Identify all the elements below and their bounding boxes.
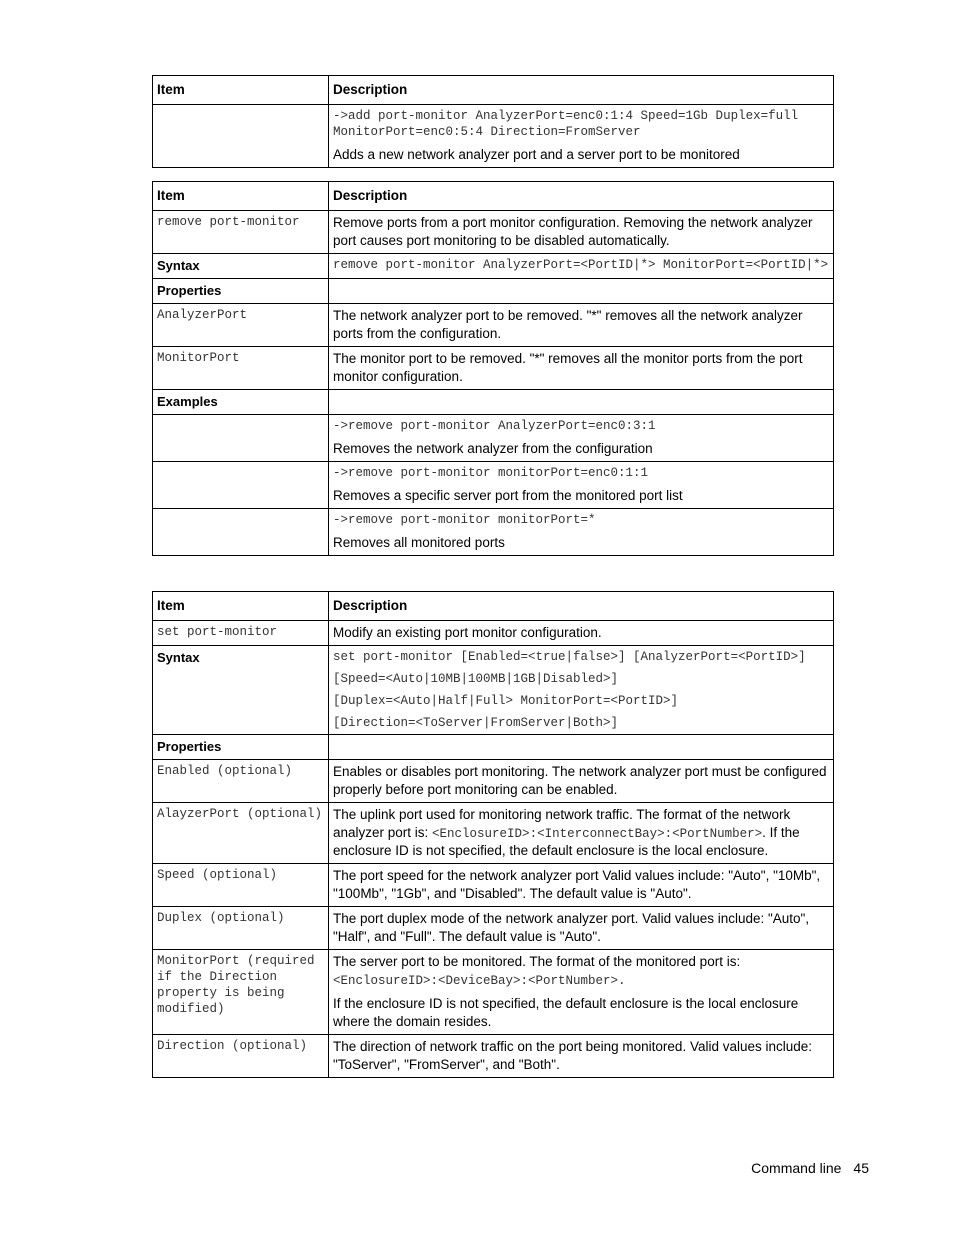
table-row <box>153 105 834 168</box>
syntax-line: [Speed=<Auto|10MB|100MB|1GB|Disabled>] <box>333 672 619 686</box>
example-description: Removes the network analyzer from the configuration <box>333 441 653 456</box>
property-name: AnalyzerPort <box>153 304 329 347</box>
format-code: <EnclosureID>:<DeviceBay>:<PortNumber> <box>333 974 619 988</box>
properties-label: Properties <box>153 735 329 760</box>
example-command: ->remove port-monitor AnalyzerPort=enc0:3:1 <box>333 419 656 433</box>
page-number: 45 <box>853 1160 869 1176</box>
table-row <box>153 390 834 415</box>
item-cell <box>153 462 329 509</box>
property-description: Enables or disables port monitoring. The network analyzer port must be configured properly before port monitoring can be enabled. <box>329 760 834 803</box>
property-name: MonitorPort <box>153 347 329 390</box>
empty-cell <box>329 735 834 760</box>
description-cell <box>329 105 834 168</box>
header-description: Description <box>329 76 834 105</box>
page-footer <box>751 1159 869 1177</box>
description-text: If the enclosure ID is not specified, the default enclosure is the local enclosure where the domain resides. <box>333 996 799 1029</box>
command-description: Modify an existing port monitor configuration. <box>329 621 834 646</box>
example-command: ->remove port-monitor monitorPort=enc0:1:1 <box>333 466 649 480</box>
syntax-line: [Direction=<ToServer|FromServer|Both>] <box>333 716 619 730</box>
property-name: Duplex (optional) <box>153 907 329 950</box>
description-text: . If the enclosure ID is not specified, the default enclosure is the local enclosure. <box>333 825 800 858</box>
table-row <box>153 415 834 462</box>
table-row <box>153 864 834 907</box>
example-command: ->add port-monitor AnalyzerPort=enc0:1:4 Speed=1Gb Duplex=full MonitorPort=enc0:5:4 Direction=FromServer <box>333 109 806 139</box>
command-name: remove port-monitor <box>153 211 329 254</box>
property-description <box>329 950 834 1035</box>
item-cell <box>153 509 329 556</box>
property-name: Direction (optional) <box>153 1035 329 1078</box>
header-item: Item <box>153 76 329 105</box>
table-header-row <box>153 182 834 211</box>
property-description: The port duplex mode of the network analyzer port. Valid values include: "Auto", "Half", and "Full". The default value is "Auto". <box>329 907 834 950</box>
format-line <box>333 971 829 989</box>
example-description: Adds a new network analyzer port and a server port to be monitored <box>333 147 740 162</box>
footer-section: Command line <box>751 1160 842 1176</box>
table-row <box>153 950 834 1035</box>
table-row <box>153 462 834 509</box>
table-row <box>153 304 834 347</box>
set-port-monitor-table <box>152 591 834 1078</box>
table-row <box>153 621 834 646</box>
property-description <box>329 803 834 864</box>
property-name: AlayzerPort (optional) <box>153 803 329 864</box>
table-row <box>153 735 834 760</box>
description-text: The uplink port used for monitoring network traffic. The format of the network analyzer port is: <box>333 807 791 840</box>
property-description: The direction of network traffic on the port being monitored. Valid values include: "ToServer", "FromServer", and "Both". <box>329 1035 834 1078</box>
example-command: ->remove port-monitor monitorPort=* <box>333 513 596 527</box>
command-description: Remove ports from a port monitor configuration. Removing the network analyzer port causes port monitoring to be disabled automatically. <box>329 211 834 254</box>
example-cell <box>329 509 834 556</box>
header-description: Description <box>329 592 834 621</box>
table-header-row <box>153 76 834 105</box>
command-name: set port-monitor <box>153 621 329 646</box>
syntax-line: [Duplex=<Auto|Half|Full> MonitorPort=<PortID>] <box>333 694 679 708</box>
empty-cell <box>329 390 834 415</box>
table-row <box>153 279 834 304</box>
property-name: Enabled (optional) <box>153 760 329 803</box>
header-description: Description <box>329 182 834 211</box>
example-description: Removes all monitored ports <box>333 535 505 550</box>
syntax-label: Syntax <box>153 646 329 735</box>
add-port-monitor-table <box>152 75 834 168</box>
property-name: MonitorPort (required if the Direction property is being modified) <box>153 950 329 1035</box>
syntax-code: remove port-monitor AnalyzerPort=<PortID|*> MonitorPort=<PortID|*> <box>329 254 834 279</box>
table-row <box>153 1035 834 1078</box>
properties-label: Properties <box>153 279 329 304</box>
syntax-code <box>329 646 834 735</box>
property-description: The monitor port to be removed. "*" removes all the monitor ports from the port monitor configuration. <box>329 347 834 390</box>
table-row <box>153 907 834 950</box>
syntax-label: Syntax <box>153 254 329 279</box>
table-header-row <box>153 592 834 621</box>
property-description: The network analyzer port to be removed. "*" removes all the network analyzer ports from the configuration. <box>329 304 834 347</box>
example-cell <box>329 415 834 462</box>
item-cell <box>153 415 329 462</box>
examples-label: Examples <box>153 390 329 415</box>
table-row <box>153 760 834 803</box>
item-cell <box>153 105 329 168</box>
format-code: <EnclosureID>:<InterconnectBay>:<PortNumber> <box>432 827 763 841</box>
table-row <box>153 347 834 390</box>
example-description: Removes a specific server port from the monitored port list <box>333 488 683 503</box>
syntax-line: set port-monitor [Enabled=<true|false>] [AnalyzerPort=<PortID>] <box>333 650 806 664</box>
table-row <box>153 509 834 556</box>
description-text: The server port to be monitored. The format of the monitored port is: <box>333 954 741 969</box>
header-item: Item <box>153 182 329 211</box>
property-name: Speed (optional) <box>153 864 329 907</box>
format-code-suffix: . <box>618 974 626 988</box>
table-row <box>153 254 834 279</box>
table-row <box>153 211 834 254</box>
table-row <box>153 803 834 864</box>
table-row <box>153 646 834 735</box>
remove-port-monitor-table <box>152 181 834 556</box>
header-item: Item <box>153 592 329 621</box>
property-description: The port speed for the network analyzer port Valid values include: "Auto", "10Mb", "100Mb", "1Gb", and "Disabled". The default value is "Auto". <box>329 864 834 907</box>
example-cell <box>329 462 834 509</box>
empty-cell <box>329 279 834 304</box>
